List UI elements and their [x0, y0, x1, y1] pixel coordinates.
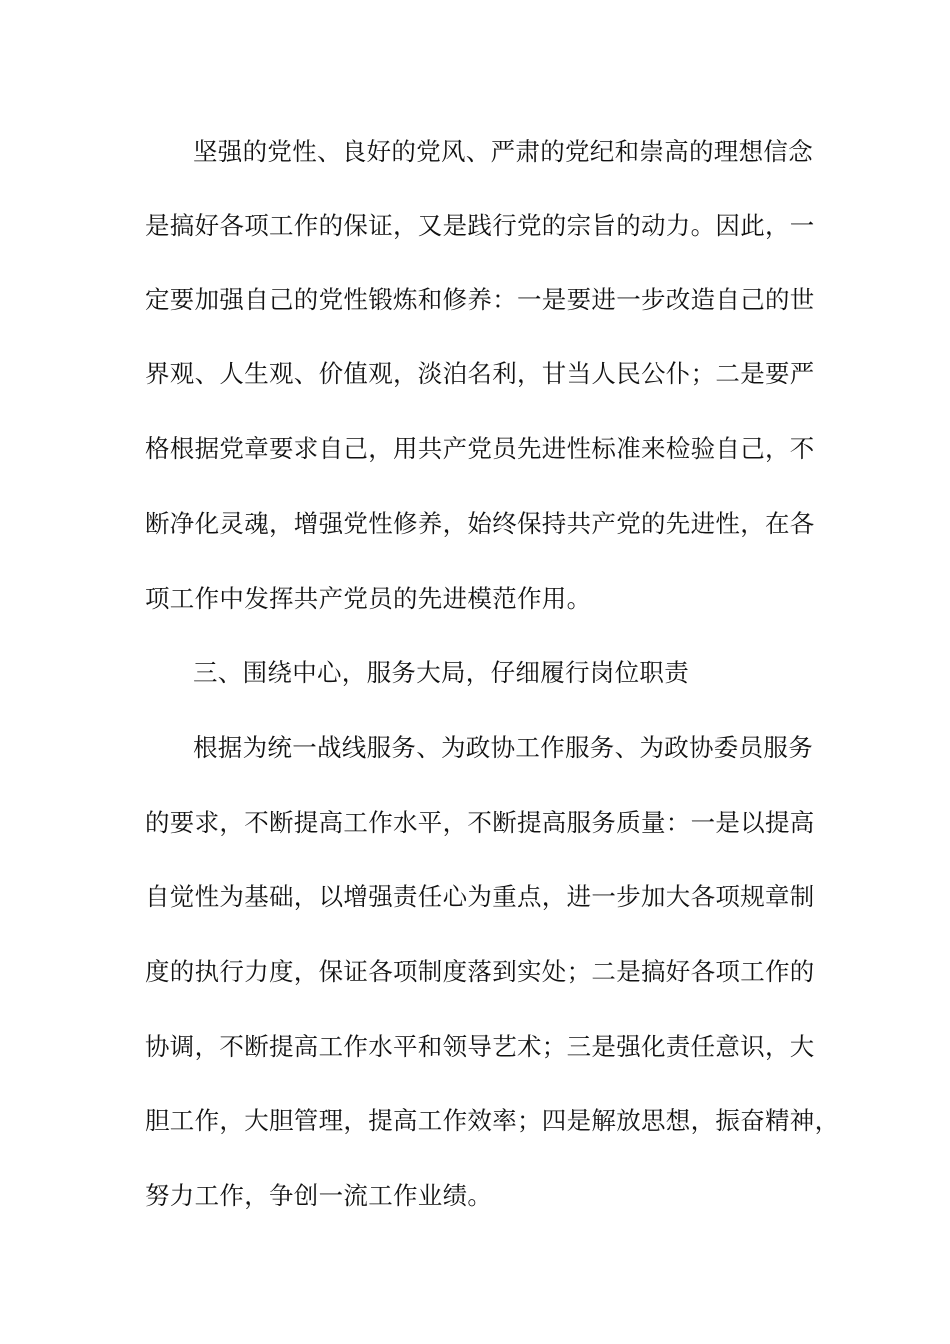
paragraph-1-line-4: 界观、人生观、价值观，淡泊名利，甘当人民公仆；二是要严 [145, 359, 815, 388]
paragraph-1-line-2: 是搞好各项工作的保证，又是践行党的宗旨的动力。因此，一 [145, 211, 815, 240]
paragraph-1-line-5: 格根据党章要求自己，用共产党员先进性标准来检验自己，不 [145, 434, 815, 463]
paragraph-1-line-6: 断净化灵魂，增强党性修养，始终保持共产党的先进性，在各 [145, 509, 815, 538]
paragraph-3-line-7: 努力工作，争创一流工作业绩。 [145, 1181, 493, 1210]
paragraph-3-line-6: 胆工作，大胆管理，提高工作效率；四是解放思想，振奋精神， [145, 1106, 840, 1135]
paragraph-1-line-3: 定要加强自己的党性锻炼和修养：一是要进一步改造自己的世 [145, 285, 815, 314]
section-heading: 三、围绕中心，服务大局，仔细履行岗位职责 [193, 658, 689, 687]
paragraph-1-line-7: 项工作中发挥共产党员的先进模范作用。 [145, 584, 592, 613]
paragraph-3-line-2: 的要求，不断提高工作水平，不断提高服务质量：一是以提高 [145, 808, 815, 837]
paragraph-1-line-1: 坚强的党性、良好的党风、严肃的党纪和崇高的理想信念 [193, 137, 813, 166]
paragraph-3-line-1: 根据为统一战线服务、为政协工作服务、为政协委员服务 [193, 733, 813, 762]
paragraph-3-line-5: 协调，不断提高工作水平和领导艺术；三是强化责任意识，大 [145, 1032, 815, 1061]
paragraph-3-line-3: 自觉性为基础，以增强责任心为重点，进一步加大各项规章制 [145, 882, 815, 911]
paragraph-3-line-4: 度的执行力度，保证各项制度落到实处；二是搞好各项工作的 [145, 957, 815, 986]
